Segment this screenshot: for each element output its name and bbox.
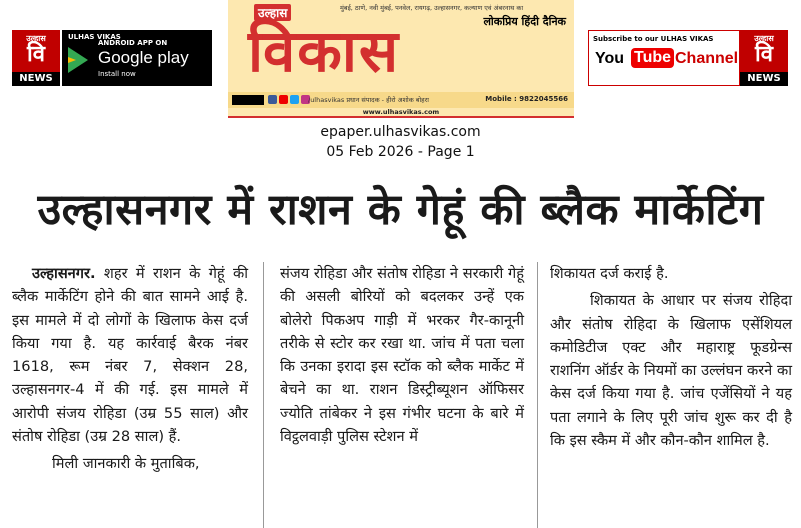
masthead-editor-line: /ulhasvikas प्रधान संपादक - हीरो अशोक बोहरा bbox=[308, 96, 429, 104]
column-divider bbox=[537, 262, 538, 528]
article-column-3 bbox=[550, 262, 792, 452]
page-header bbox=[0, 0, 801, 118]
logo-news-word: NEWS bbox=[12, 72, 60, 86]
article-column-1 bbox=[12, 262, 248, 476]
issue-date: 05 Feb 2026 - Page 1 bbox=[326, 144, 475, 160]
gplay-brand: ULHAS VIKAS bbox=[68, 33, 121, 41]
gplay-app-line: ANDROID APP ON bbox=[98, 39, 168, 47]
social-icons bbox=[268, 95, 310, 104]
youtube-channel-word: Channel bbox=[675, 50, 739, 67]
gplay-install: Install now bbox=[98, 70, 136, 78]
masthead-ulhas: उल्हास bbox=[254, 4, 291, 21]
article-paragraph: शिकायत दर्ज कराई है. bbox=[550, 265, 669, 282]
article-headline: उल्हासनगर में राशन के गेहूं की ब्लैक मार्केटिंग bbox=[37, 185, 764, 235]
youtube-channel-ad[interactable] bbox=[588, 30, 789, 86]
article-paragraph: संजय रोहिडा और संतोष रोहिडा ने सरकारी गेहूं की असली बोरियों को बदलकर उन्हें एक बोलेरो पिकअप गाड़ी में भरकर गैर-कानूनी तरीके से स्टोर कर रखा था. जांच में पता चला कि उनका इरादा इस स्टॉक को ब्लैक मार्केट में बेचने का था. राशन डिस्ट्रीब्यूशन ऑफिसर ज्योति तांबेकर ने इस गंभीर घटना के बारे में विट्ठलवाड़ी पुलिस स्टेशन में bbox=[280, 265, 524, 446]
masthead-mobile: Mobile : 9822045566 bbox=[485, 95, 568, 103]
facebook-icon bbox=[268, 95, 277, 104]
play-store-icon bbox=[68, 47, 88, 73]
article-dateline: उल्हासनगर. bbox=[32, 265, 96, 282]
twitter-icon bbox=[290, 95, 299, 104]
article-column-2 bbox=[280, 262, 524, 448]
google-play-mini-icon bbox=[232, 95, 264, 105]
logo-brand-glyph: वि bbox=[27, 42, 45, 67]
masthead-website: www.ulhasvikas.com bbox=[362, 108, 440, 116]
masthead-strip bbox=[228, 92, 574, 108]
column-divider bbox=[263, 262, 264, 528]
masthead-tagline: लोकप्रिय हिंदी दैनिक bbox=[483, 15, 566, 28]
masthead bbox=[228, 0, 574, 118]
masthead-title: विकास bbox=[248, 17, 401, 85]
logo-brand-small: उल्हास bbox=[754, 34, 774, 43]
youtube-tube: Tube bbox=[631, 48, 674, 68]
ulhas-vikas-news-logo-right bbox=[740, 30, 788, 86]
masthead-cities: मुंबई, ठाणे, नवी मुंबई, पनवेल, रायगढ़, उल्हासनगर, कल्याण एवं अंबरनाथ का bbox=[340, 4, 524, 12]
google-play-badge[interactable] bbox=[62, 30, 212, 86]
article-text: शहर में राशन के गेहूं की ब्लैक मार्केटिंग होने की बात सामने आई है. इस मामले में दो लोगों के खिलाफ केस दर्ज किया गया है. यह कार्रवाई बैरक नंबर 1618, रूम नंबर 7, सेक्शन 28, उल्हासनगर-4 में की गई. इस मामले में आरोपी संजय रोहिडा (उम्र 55 साल) और संतोष रोहिडा (उम्र 28 साल) हैं. bbox=[12, 265, 249, 446]
android-app-ad[interactable] bbox=[12, 30, 212, 86]
youtube-subscribe-banner[interactable] bbox=[588, 30, 740, 86]
logo-news-word: NEWS bbox=[740, 72, 788, 86]
gplay-label: Google play bbox=[98, 48, 189, 67]
article-paragraph: मिली जानकारी के मुताबिक, bbox=[52, 455, 200, 473]
logo-brand-small: उल्हास bbox=[26, 34, 46, 43]
ulhas-vikas-news-logo bbox=[12, 30, 60, 86]
youtube-icon bbox=[279, 95, 288, 104]
logo-brand-glyph: वि bbox=[755, 42, 773, 67]
youtube-you: You bbox=[595, 50, 625, 67]
article-paragraph: शिकायत के आधार पर संजय रोहिदा और संतोष रोहिदा के खिलाफ एसेंशियल कमोडिटीज एक्ट और महाराष्ट्र फूडग्रेन्स राशनिंग ऑर्डर के नियमों का उल्लंघन करने का केस दर्ज किया गया है. जांच एजेंसियों ने यह पता लगाने के लिए पूरी जांच शुरू कर दी है कि इस स्कैम में और कौन-कौन शामिल है. bbox=[550, 292, 792, 450]
article-paragraph bbox=[12, 262, 248, 448]
epaper-url[interactable]: epaper.ulhasvikas.com bbox=[320, 124, 481, 140]
youtube-subscribe-text: Subscribe to our ULHAS VIKAS bbox=[593, 35, 714, 43]
